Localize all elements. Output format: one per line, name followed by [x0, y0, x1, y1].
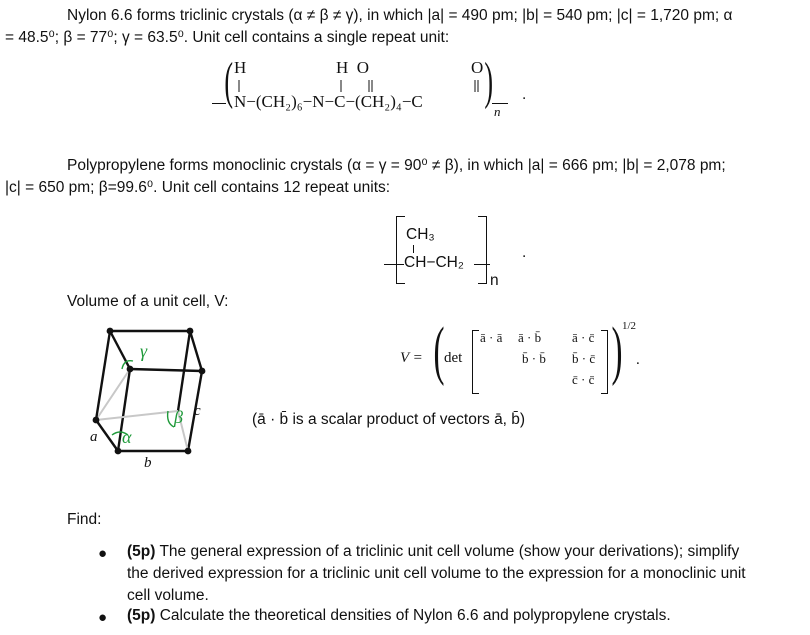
pp-right-bracket	[478, 216, 487, 284]
find-item-1	[127, 541, 803, 563]
find-item-2-text: Calculate the theoretical densities of Nylon 6.6 and polypropylene crystals.	[155, 607, 671, 624]
formula-o-right: O	[471, 58, 484, 77]
pp-line-1: Polypropylene forms monoclinic crystals (α = γ = 90⁰ ≠ β), in which |a| = 666 pm; |b| = 2,078 pm;	[67, 157, 726, 174]
volume-formula-dot: .	[636, 352, 640, 368]
b-axis-label: b	[144, 455, 152, 471]
formula-end-bond-right	[492, 103, 508, 104]
nylon-line-1: Nylon 6.6 forms triclinic crystals (α ≠ β ≠ γ), in which |a| = 490 pm; |b| = 540 pm; |c| = 1,720 pm; α	[67, 7, 733, 24]
c-axis-label: c	[194, 403, 201, 419]
volume-formula	[400, 314, 650, 398]
pp-ch3: CH₃	[406, 226, 435, 243]
bullet-2: ●	[98, 609, 108, 626]
formula-h-o-mid: H O	[336, 58, 370, 77]
formula-open-paren: (	[224, 53, 233, 110]
pp-end-bond-left	[384, 264, 404, 265]
pp-subscript-n: n	[490, 272, 499, 289]
alpha-label: α	[122, 427, 132, 447]
pp-formula	[382, 214, 512, 294]
find-item-1-points: (5p)	[127, 543, 156, 560]
volume-v-equals: V =	[400, 350, 423, 366]
gamma-label: γ	[140, 341, 148, 361]
formula-close-paren: )	[484, 53, 493, 110]
det-label: det	[444, 350, 463, 366]
volume-label: Volume of a unit cell, V:	[67, 293, 229, 310]
find-item-2-points: (5p)	[127, 607, 156, 624]
a-axis-label: a	[90, 429, 98, 445]
bullet-1: ●	[98, 545, 108, 562]
matrix-m11: ā · ā	[480, 330, 503, 345]
scalar-product-note: (ā · b̄ is a scalar product of vectors ā, b̄)	[252, 411, 526, 428]
formula-end-bond-left	[212, 103, 226, 104]
outer-right-paren: )	[611, 314, 623, 387]
find-item-1-text: The general expression of a triclinic unit cell volume (show your derivations); simplify	[155, 543, 740, 560]
pp-vertical-bond	[413, 245, 414, 253]
unit-cell-diagram	[78, 315, 278, 475]
pp-chain: CH−CH₂	[404, 254, 464, 271]
formula-h-left: H	[234, 58, 247, 77]
formula-chain: N−(CH₂)₆−N−C−(CH₂)₄−C	[234, 92, 423, 111]
nylon-line-2: = 48.5⁰; β = 77⁰; γ = 63.5⁰. Unit cell contains a single repeat unit:	[5, 29, 450, 46]
matrix-m23: b̄ · c̄	[572, 351, 596, 366]
find-item-2	[127, 605, 803, 627]
pp-line-2: |c| = 650 pm; β=99.6⁰. Unit cell contains 12 repeat units:	[5, 179, 391, 196]
matrix-right-bracket	[601, 330, 608, 394]
pp-formula-dot: .	[522, 244, 527, 261]
matrix-m12: ā · b̄	[518, 330, 542, 345]
volume-exponent: 1/2	[622, 320, 637, 332]
nylon-formula-dot: .	[522, 86, 527, 103]
formula-subscript-n: n	[494, 104, 501, 119]
find-label: Find:	[67, 511, 102, 528]
cell-hidden-edges	[96, 369, 202, 420]
matrix-m13: ā · c̄	[572, 330, 595, 345]
pp-end-bond-right	[474, 264, 490, 265]
nylon-formula	[224, 53, 514, 124]
pp-left-bracket	[396, 216, 405, 284]
beta-label: β	[174, 407, 183, 427]
outer-left-paren: (	[433, 314, 445, 387]
cell-visible-edges	[96, 331, 202, 451]
matrix-m22: b̄ · b̄	[522, 351, 546, 366]
find-item-1-line-2: the derived expression for a triclinic unit cell volume to the expression for a monoclinic unit	[127, 565, 746, 582]
cell-light-edge-bottom	[96, 411, 178, 420]
matrix-m33: c̄ · c̄	[572, 372, 595, 387]
find-item-1-line-3: cell volume.	[127, 587, 209, 604]
matrix-left-bracket	[472, 330, 479, 394]
